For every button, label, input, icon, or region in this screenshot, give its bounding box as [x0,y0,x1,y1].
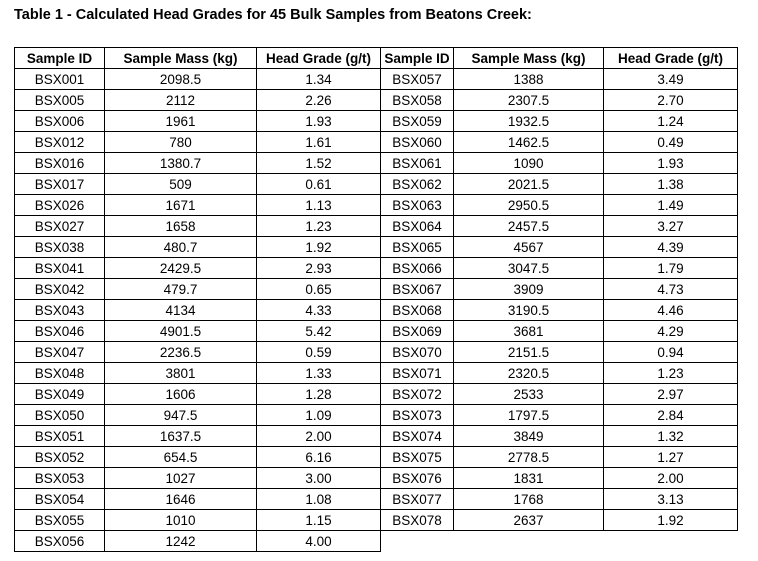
head-grade-cell-right: 1.24 [604,111,738,132]
table-row [15,111,738,132]
sample-id-cell-left: BSX042 [15,279,105,300]
head-grade-cell-left: 1.52 [257,153,381,174]
head-grade-cell-right: 1.93 [604,153,738,174]
sample-mass-cell-right: 1388 [454,69,604,90]
sample-mass-cell-left: 947.5 [105,405,257,426]
head-grade-cell-left: 1.13 [257,195,381,216]
head-grade-cell-left: 1.23 [257,216,381,237]
sample-mass-cell-right: 4567 [454,237,604,258]
head-grades-table [14,47,738,552]
sample-id-cell-right: BSX078 [381,510,454,531]
table-row [15,153,738,174]
table-row [15,69,738,90]
sample-mass-cell-right: 3190.5 [454,300,604,321]
sample-mass-cell-left: 1010 [105,510,257,531]
empty-cell [381,531,454,552]
sample-id-cell-left: BSX012 [15,132,105,153]
sample-id-cell-right: BSX058 [381,90,454,111]
sample-mass-cell-left: 1646 [105,489,257,510]
sample-mass-cell-right: 1462.5 [454,132,604,153]
head-grade-cell-left: 1.92 [257,237,381,258]
head-grade-cell-left: 1.09 [257,405,381,426]
sample-mass-cell-right: 3849 [454,426,604,447]
sample-mass-cell-left: 1380.7 [105,153,257,174]
sample-id-cell-right: BSX077 [381,489,454,510]
header-sample-id-left: Sample ID [15,48,105,69]
head-grade-cell-right: 2.00 [604,468,738,489]
head-grade-cell-left: 3.00 [257,468,381,489]
head-grade-cell-right: 1.92 [604,510,738,531]
sample-id-cell-right: BSX069 [381,321,454,342]
table-row [15,174,738,195]
sample-id-cell-right: BSX075 [381,447,454,468]
header-head-grade-left: Head Grade (g/t) [257,48,381,69]
head-grade-cell-left: 1.33 [257,363,381,384]
head-grade-cell-right: 4.29 [604,321,738,342]
table-row [15,426,738,447]
sample-id-cell-left: BSX043 [15,300,105,321]
sample-id-cell-right: BSX076 [381,468,454,489]
table-row [15,468,738,489]
table-row [15,510,738,531]
sample-mass-cell-left: 480.7 [105,237,257,258]
head-grade-cell-right: 3.49 [604,69,738,90]
table-row [15,489,738,510]
table-row [15,405,738,426]
head-grade-cell-right: 4.39 [604,237,738,258]
head-grade-cell-left: 1.08 [257,489,381,510]
head-grade-cell-right: 3.27 [604,216,738,237]
head-grade-cell-right: 2.97 [604,384,738,405]
head-grade-cell-right: 4.73 [604,279,738,300]
head-grade-cell-left: 2.00 [257,426,381,447]
head-grade-cell-left: 0.61 [257,174,381,195]
sample-mass-cell-right: 2533 [454,384,604,405]
header-sample-mass-left: Sample Mass (kg) [105,48,257,69]
sample-mass-cell-left: 1961 [105,111,257,132]
sample-id-cell-right: BSX065 [381,237,454,258]
sample-mass-cell-left: 1671 [105,195,257,216]
sample-id-cell-left: BSX017 [15,174,105,195]
sample-id-cell-right: BSX066 [381,258,454,279]
head-grade-cell-right: 1.49 [604,195,738,216]
empty-cell [454,531,604,552]
sample-mass-cell-right: 2950.5 [454,195,604,216]
sample-id-cell-left: BSX048 [15,363,105,384]
header-row [15,48,738,69]
table-row [15,384,738,405]
sample-mass-cell-left: 3801 [105,363,257,384]
sample-mass-cell-right: 3909 [454,279,604,300]
sample-id-cell-right: BSX060 [381,132,454,153]
sample-id-cell-left: BSX052 [15,447,105,468]
sample-id-cell-left: BSX001 [15,69,105,90]
head-grade-cell-right: 1.32 [604,426,738,447]
sample-id-cell-left: BSX027 [15,216,105,237]
sample-id-cell-left: BSX005 [15,90,105,111]
head-grade-cell-right: 3.13 [604,489,738,510]
sample-id-cell-left: BSX016 [15,153,105,174]
sample-mass-cell-right: 2021.5 [454,174,604,195]
sample-mass-cell-left: 4134 [105,300,257,321]
sample-mass-cell-right: 1768 [454,489,604,510]
head-grade-cell-left: 1.34 [257,69,381,90]
empty-cell [604,531,738,552]
table-row [15,279,738,300]
head-grade-cell-left: 1.28 [257,384,381,405]
table-row [15,216,738,237]
sample-id-cell-left: BSX053 [15,468,105,489]
sample-mass-cell-right: 3681 [454,321,604,342]
sample-mass-cell-left: 479.7 [105,279,257,300]
head-grade-cell-left: 1.93 [257,111,381,132]
sample-mass-cell-left: 4901.5 [105,321,257,342]
sample-id-cell-right: BSX072 [381,384,454,405]
sample-id-cell-left: BSX041 [15,258,105,279]
head-grade-cell-left: 1.61 [257,132,381,153]
sample-mass-cell-right: 2778.5 [454,447,604,468]
sample-id-cell-left: BSX055 [15,510,105,531]
sample-id-cell-left: BSX051 [15,426,105,447]
table-row [15,342,738,363]
head-grade-cell-right: 1.27 [604,447,738,468]
table-row [15,531,738,552]
sample-id-cell-right: BSX064 [381,216,454,237]
sample-mass-cell-left: 780 [105,132,257,153]
head-grade-cell-right: 1.38 [604,174,738,195]
sample-mass-cell-left: 654.5 [105,447,257,468]
table-row [15,237,738,258]
table-row [15,447,738,468]
table-body [15,69,738,552]
head-grade-cell-right: 1.79 [604,258,738,279]
head-grade-cell-right: 0.49 [604,132,738,153]
sample-id-cell-right: BSX057 [381,69,454,90]
head-grade-cell-left: 4.00 [257,531,381,552]
sample-id-cell-right: BSX063 [381,195,454,216]
sample-mass-cell-left: 1637.5 [105,426,257,447]
sample-mass-cell-right: 2320.5 [454,363,604,384]
head-grade-cell-left: 5.42 [257,321,381,342]
sample-id-cell-right: BSX073 [381,405,454,426]
sample-id-cell-left: BSX054 [15,489,105,510]
table-row [15,321,738,342]
head-grade-cell-right: 1.23 [604,363,738,384]
head-grade-cell-left: 4.33 [257,300,381,321]
table-row [15,132,738,153]
table-row [15,258,738,279]
head-grade-cell-right: 0.94 [604,342,738,363]
sample-id-cell-left: BSX047 [15,342,105,363]
sample-id-cell-left: BSX056 [15,531,105,552]
sample-mass-cell-left: 1242 [105,531,257,552]
sample-mass-cell-right: 2637 [454,510,604,531]
sample-id-cell-right: BSX070 [381,342,454,363]
head-grade-cell-left: 2.26 [257,90,381,111]
table-row [15,300,738,321]
table-row [15,195,738,216]
sample-id-cell-left: BSX049 [15,384,105,405]
sample-mass-cell-left: 2429.5 [105,258,257,279]
sample-mass-cell-right: 1090 [454,153,604,174]
sample-mass-cell-right: 1831 [454,468,604,489]
sample-mass-cell-left: 1606 [105,384,257,405]
sample-id-cell-right: BSX059 [381,111,454,132]
sample-id-cell-right: BSX074 [381,426,454,447]
sample-id-cell-left: BSX046 [15,321,105,342]
sample-mass-cell-right: 2457.5 [454,216,604,237]
header-sample-id-right: Sample ID [381,48,454,69]
sample-id-cell-right: BSX068 [381,300,454,321]
head-grade-cell-left: 6.16 [257,447,381,468]
sample-mass-cell-left: 2236.5 [105,342,257,363]
head-grade-cell-right: 4.46 [604,300,738,321]
sample-id-cell-right: BSX071 [381,363,454,384]
table-title: Table 1 - Calculated Head Grades for 45 Bulk Samples from Beatons Creek: [14,7,532,23]
sample-mass-cell-left: 1027 [105,468,257,489]
sample-id-cell-right: BSX061 [381,153,454,174]
head-grade-cell-left: 2.93 [257,258,381,279]
sample-id-cell-right: BSX062 [381,174,454,195]
sample-id-cell-left: BSX050 [15,405,105,426]
head-grade-cell-right: 2.84 [604,405,738,426]
sample-mass-cell-left: 2098.5 [105,69,257,90]
sample-mass-cell-left: 1658 [105,216,257,237]
header-sample-mass-right: Sample Mass (kg) [454,48,604,69]
sample-id-cell-left: BSX006 [15,111,105,132]
sample-id-cell-left: BSX038 [15,237,105,258]
sample-mass-cell-right: 1797.5 [454,405,604,426]
header-head-grade-right: Head Grade (g/t) [604,48,738,69]
sample-mass-cell-right: 2151.5 [454,342,604,363]
sample-id-cell-right: BSX067 [381,279,454,300]
sample-mass-cell-left: 509 [105,174,257,195]
sample-mass-cell-left: 2112 [105,90,257,111]
sample-mass-cell-right: 3047.5 [454,258,604,279]
head-grade-cell-left: 1.15 [257,510,381,531]
sample-id-cell-left: BSX026 [15,195,105,216]
head-grade-cell-right: 2.70 [604,90,738,111]
sample-mass-cell-right: 1932.5 [454,111,604,132]
table-row [15,363,738,384]
sample-mass-cell-right: 2307.5 [454,90,604,111]
head-grade-cell-left: 0.59 [257,342,381,363]
table-row [15,90,738,111]
head-grade-cell-left: 0.65 [257,279,381,300]
